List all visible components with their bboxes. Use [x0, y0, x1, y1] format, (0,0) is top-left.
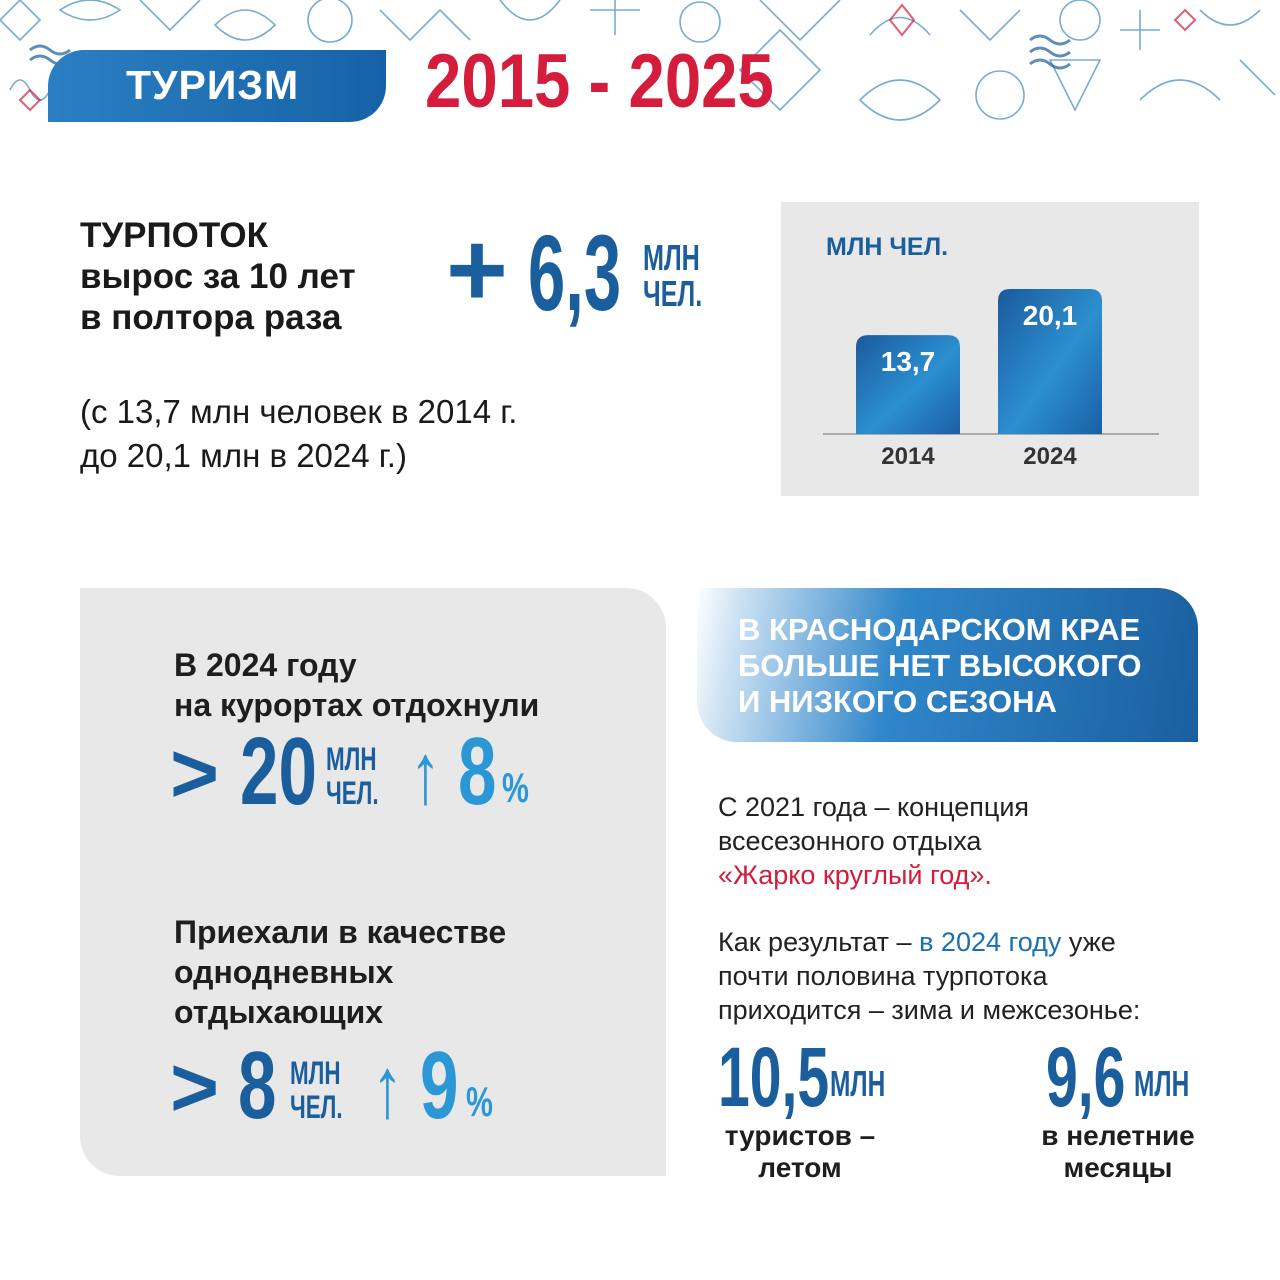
resorts-heading-line: на курортах отдохнули — [174, 687, 540, 723]
summer-caption-line: туристов – — [724, 1120, 876, 1151]
season-banner-line: БОЛЬШЕ НЕТ ВЫСОКОГО — [738, 648, 1142, 683]
section-tab — [48, 50, 386, 122]
resorts-growth-percent: % — [502, 764, 529, 811]
result-line: приходится – зима и межсезонье: — [718, 995, 1141, 1025]
resorts-heading-line: В 2024 году — [174, 647, 357, 683]
resorts-growth-arrow-icon: ↑ — [410, 726, 441, 822]
turpotok-heading-line: ТУРПОТОК — [80, 216, 268, 255]
daytrippers-growth-percent: % — [466, 1078, 493, 1125]
concept-slogan: «Жарко круглый год». — [718, 860, 992, 890]
growth-value: 6,3 — [528, 212, 622, 333]
season-banner-text — [738, 612, 1141, 720]
daytrippers-unit — [290, 1056, 343, 1124]
season-banner-line: В КРАСНОДАРСКОМ КРАЕ — [738, 612, 1141, 647]
result-paragraph — [718, 925, 1140, 1027]
result-highlight: в 2024 году — [919, 927, 1062, 957]
daytrippers-heading — [174, 912, 506, 1032]
result-line: почти половина турпотока — [718, 961, 1048, 991]
period-title: 2015 - 2025 — [425, 39, 774, 124]
chart-unit-label: МЛН ЧЕЛ. — [826, 233, 949, 261]
bar-value-label: 13,7 — [880, 346, 936, 378]
concept-line: С 2021 года – концепция — [718, 792, 1030, 822]
offseason-unit: МЛН — [1134, 1063, 1190, 1104]
summer-unit: МЛН — [830, 1063, 886, 1104]
resorts-value: 20 — [240, 718, 317, 825]
daytrippers-value: 8 — [238, 1032, 277, 1139]
x-tick-label: 2014 — [881, 443, 935, 470]
result-line — [718, 925, 1140, 959]
summer-value: 10,5 — [718, 1030, 830, 1124]
growth-plus-sign: + — [446, 211, 508, 329]
turpotok-heading-line: в полтора раза — [80, 298, 342, 337]
x-tick-label: 2024 — [1023, 443, 1077, 470]
resorts-gt-sign: > — [170, 726, 220, 820]
turpotok-heading — [80, 215, 356, 338]
offseason-caption-line: в нелетние — [1041, 1120, 1195, 1151]
daytrippers-heading-line: отдыхающих — [174, 994, 384, 1030]
daytrippers-heading-line: Приехали в качестве — [174, 914, 507, 950]
bar-value-label: 20,1 — [1022, 300, 1078, 331]
growth-unit — [643, 237, 703, 314]
offseason-caption-line: месяцы — [1063, 1152, 1173, 1183]
resorts-heading — [174, 645, 539, 725]
daytrippers-growth-arrow-icon: ↑ — [372, 1040, 403, 1136]
growth-note — [80, 390, 517, 478]
turpotok-heading-line: вырос за 10 лет — [80, 257, 356, 296]
bar-chart — [781, 202, 1199, 496]
daytrippers-heading-line: однодневных — [174, 954, 394, 990]
growth-unit-line: МЛН — [643, 237, 700, 278]
summer-caption-line: летом — [758, 1152, 842, 1183]
season-banner-line: И НИЗКОГО СЕЗОНА — [738, 684, 1057, 719]
summer-caption — [700, 1120, 900, 1184]
daytrippers-unit-line: МЛН — [290, 1055, 341, 1091]
resorts-unit-line: ЧЕЛ. — [326, 775, 379, 811]
resorts-growth-value: 8 — [458, 718, 497, 825]
concept-line: всесезонного отдыха — [718, 826, 982, 856]
offseason-caption — [1018, 1120, 1218, 1184]
daytrippers-gt-sign: > — [170, 1040, 220, 1134]
resorts-unit-line: МЛН — [326, 741, 377, 777]
daytrippers-growth-value: 9 — [420, 1032, 459, 1139]
concept-paragraph — [718, 790, 1029, 892]
offseason-value: 9,6 — [1046, 1030, 1126, 1124]
growth-unit-line: ЧЕЛ. — [643, 273, 703, 314]
section-title: ТУРИЗМ — [126, 62, 300, 108]
resorts-unit — [326, 742, 379, 810]
growth-note-line: (с 13,7 млн человек в 2014 г. — [80, 393, 518, 430]
daytrippers-unit-line: ЧЕЛ. — [290, 1089, 343, 1125]
growth-note-line: до 20,1 млн в 2024 г.) — [80, 437, 407, 474]
result-prefix: Как результат – — [718, 927, 920, 957]
result-suffix: уже — [1061, 927, 1116, 957]
